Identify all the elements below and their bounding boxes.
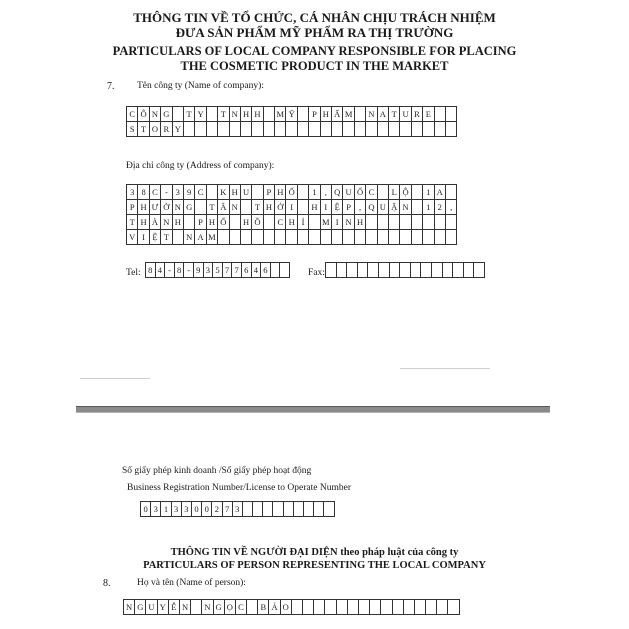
char-box[interactable]: N xyxy=(342,214,354,230)
char-box[interactable]: 3 xyxy=(203,262,214,278)
char-box[interactable]: Q xyxy=(331,184,343,200)
char-box[interactable]: G xyxy=(134,599,146,615)
title-vn-line2: ĐƯA SẢN PHẨM MỸ PHẨM RA THỊ TRƯỜNG xyxy=(175,25,454,40)
char-box[interactable]: C xyxy=(149,184,161,200)
char-box[interactable]: I xyxy=(137,229,149,245)
char-box[interactable]: G xyxy=(213,599,225,615)
grid-row xyxy=(140,501,335,517)
char-box[interactable]: Ậ xyxy=(388,199,400,215)
char-box[interactable]: 3 xyxy=(181,501,192,517)
char-box[interactable]: C xyxy=(274,214,286,230)
char-box[interactable]: 3 xyxy=(232,501,243,517)
char-box[interactable]: 1 xyxy=(422,184,434,200)
char-box[interactable]: 3 xyxy=(172,184,184,200)
char-box[interactable]: G xyxy=(183,199,195,215)
person-name-grid[interactable] xyxy=(123,599,460,615)
char-box[interactable]: 7 xyxy=(222,262,233,278)
char-box[interactable]: N xyxy=(179,599,191,615)
char-box[interactable]: H xyxy=(137,214,149,230)
char-box[interactable] xyxy=(447,599,459,615)
char-box[interactable]: T xyxy=(388,106,400,122)
char-box[interactable]: N xyxy=(183,229,195,245)
char-box[interactable]: 4 xyxy=(155,262,166,278)
grid-row xyxy=(325,262,485,278)
char-box[interactable]: 9 xyxy=(193,262,204,278)
char-box[interactable]: B xyxy=(257,599,269,615)
char-box[interactable]: E xyxy=(422,106,434,122)
char-box[interactable]: U xyxy=(342,184,354,200)
char-box[interactable]: 1 xyxy=(422,199,434,215)
char-box[interactable]: 9 xyxy=(183,184,195,200)
char-box[interactable]: C xyxy=(194,184,206,200)
char-box[interactable]: N xyxy=(160,214,172,230)
char-box[interactable]: O xyxy=(149,121,161,137)
char-box[interactable]: N xyxy=(229,106,241,122)
char-box[interactable] xyxy=(473,262,485,278)
char-box[interactable]: Y xyxy=(157,599,169,615)
scan-speck xyxy=(400,368,490,369)
char-box[interactable]: Ẩ xyxy=(331,106,343,122)
char-box[interactable]: 2 xyxy=(211,501,222,517)
person-name-label: Họ và tên (Name of person): xyxy=(137,578,246,588)
char-box[interactable]: 7 xyxy=(231,262,242,278)
char-box[interactable]: P xyxy=(194,214,206,230)
char-box[interactable]: P xyxy=(308,106,320,122)
title-en-line1: PARTICULARS OF LOCAL COMPANY RESPONSIBLE FOR PLACING xyxy=(112,44,517,58)
char-box[interactable]: H xyxy=(240,106,252,122)
section-number-8: 8. xyxy=(103,578,111,589)
char-box[interactable]: P xyxy=(342,199,354,215)
char-box[interactable]: H xyxy=(172,214,184,230)
char-box[interactable]: H xyxy=(308,199,320,215)
char-box[interactable]: Â xyxy=(217,199,229,215)
company-name-grid[interactable] xyxy=(126,106,457,137)
char-box[interactable]: 0 xyxy=(201,501,212,517)
char-box[interactable]: 3 xyxy=(126,184,138,200)
char-box[interactable]: Ồ xyxy=(251,214,263,230)
grid-row xyxy=(126,199,457,215)
char-box[interactable]: T xyxy=(137,121,149,137)
char-box[interactable]: O xyxy=(280,599,292,615)
char-box[interactable]: P xyxy=(263,184,275,200)
char-box[interactable]: M xyxy=(274,106,286,122)
title-en-line2: THE COSMETIC PRODUCT IN THE MARKET xyxy=(180,59,449,73)
title-vn-line1: THÔNG TIN VỀ TỔ CHỨC, CÁ NHÂN CHỊU TRÁCH NHIỆM xyxy=(133,10,496,25)
char-box[interactable]: G xyxy=(160,106,172,122)
grid-row xyxy=(126,229,457,245)
grid-row xyxy=(126,106,457,122)
char-box[interactable]: Ả xyxy=(268,599,280,615)
char-box[interactable]: N xyxy=(365,106,377,122)
char-box[interactable]: - xyxy=(160,184,172,200)
char-box[interactable]: U xyxy=(145,599,157,615)
grid-row xyxy=(126,214,457,230)
char-box[interactable]: T xyxy=(126,214,138,230)
char-box[interactable]: H xyxy=(229,184,241,200)
char-box[interactable]: S xyxy=(126,121,138,137)
char-box[interactable]: N xyxy=(149,106,161,122)
char-box[interactable]: Ố xyxy=(217,214,229,230)
address-grid[interactable] xyxy=(126,184,457,245)
char-box[interactable]: Ộ xyxy=(399,184,411,200)
char-box[interactable]: N xyxy=(229,199,241,215)
char-box[interactable]: T xyxy=(251,199,263,215)
char-box[interactable]: R xyxy=(411,106,423,122)
char-box[interactable]: Ư xyxy=(149,199,161,215)
char-box[interactable]: M xyxy=(342,106,354,122)
char-box[interactable]: U xyxy=(240,184,252,200)
char-box[interactable]: - xyxy=(183,262,194,278)
page-separator xyxy=(76,406,550,413)
char-box[interactable]: 5 xyxy=(212,262,223,278)
char-box[interactable]: H xyxy=(240,214,252,230)
char-box[interactable]: , xyxy=(320,184,332,200)
license-label-en: Business Registration Number/License to Operate Number xyxy=(127,483,351,493)
char-box[interactable]: N xyxy=(399,199,411,215)
char-box[interactable]: Ờ xyxy=(160,199,172,215)
scan-speck xyxy=(80,378,150,379)
char-box[interactable]: A xyxy=(377,106,389,122)
char-box[interactable]: Q xyxy=(365,199,377,215)
char-box[interactable]: 6 xyxy=(241,262,252,278)
company-name-label: Tên công ty (Name of company): xyxy=(137,81,264,91)
char-box[interactable]: Ô xyxy=(137,106,149,122)
char-box[interactable]: P xyxy=(126,199,138,215)
char-box[interactable]: 2 xyxy=(434,199,446,215)
char-box[interactable] xyxy=(445,106,457,122)
char-box[interactable] xyxy=(445,121,457,137)
grid-row xyxy=(145,262,290,278)
char-box[interactable]: À xyxy=(149,214,161,230)
char-box[interactable]: L xyxy=(388,184,400,200)
char-box[interactable]: T xyxy=(217,106,229,122)
char-box[interactable]: 0 xyxy=(140,501,151,517)
char-box[interactable]: Ỹ xyxy=(285,106,297,122)
char-box[interactable]: Ọ xyxy=(224,599,236,615)
char-box[interactable]: H xyxy=(251,106,263,122)
char-box[interactable]: , xyxy=(445,199,457,215)
char-box[interactable]: C xyxy=(126,106,138,122)
char-box[interactable]: 1 xyxy=(160,501,171,517)
char-box[interactable]: - xyxy=(164,262,175,278)
char-box[interactable] xyxy=(445,229,457,245)
char-box[interactable]: 6 xyxy=(260,262,271,278)
char-box[interactable]: A xyxy=(434,184,446,200)
char-box[interactable]: T xyxy=(183,106,195,122)
char-box[interactable]: 4 xyxy=(251,262,262,278)
char-box[interactable]: R xyxy=(160,121,172,137)
char-box[interactable]: I xyxy=(320,199,332,215)
address-label: Địa chỉ công ty (Address of company): xyxy=(126,161,275,171)
char-box[interactable]: 8 xyxy=(174,262,185,278)
char-box[interactable]: U xyxy=(399,106,411,122)
char-box[interactable]: Ố xyxy=(285,184,297,200)
license-grid[interactable] xyxy=(140,501,335,517)
char-box[interactable]: , xyxy=(354,199,366,215)
char-box[interactable]: Ố xyxy=(354,184,366,200)
representative-title-en: PARTICULARS OF PERSON REPRESENTING THE LOCAL COMPANY xyxy=(143,560,486,571)
char-box[interactable]: H xyxy=(206,214,218,230)
char-box[interactable] xyxy=(445,184,457,200)
char-box[interactable]: T xyxy=(206,199,218,215)
char-box[interactable]: H xyxy=(263,199,275,215)
section-number-7: 7. xyxy=(107,81,115,92)
char-box[interactable]: T xyxy=(160,229,172,245)
tel-grid[interactable] xyxy=(145,262,290,278)
representative-title-vn: THÔNG TIN VỀ NGƯỜI ĐẠI DIỆN theo pháp luật của công ty xyxy=(170,547,459,558)
char-box[interactable]: N xyxy=(201,599,213,615)
char-box[interactable]: M xyxy=(320,214,332,230)
char-box[interactable]: Ệ xyxy=(331,199,343,215)
char-box[interactable]: K xyxy=(217,184,229,200)
tel-label: Tel: xyxy=(126,268,141,278)
char-box[interactable] xyxy=(279,262,290,278)
char-box[interactable]: H xyxy=(285,214,297,230)
char-box[interactable] xyxy=(323,501,334,517)
grid-row xyxy=(123,599,460,615)
grid-row xyxy=(126,121,457,137)
char-box[interactable] xyxy=(445,214,457,230)
fax-grid[interactable] xyxy=(325,262,485,278)
char-box[interactable]: M xyxy=(206,229,218,245)
char-box[interactable]: I xyxy=(331,214,343,230)
char-box[interactable]: Y xyxy=(194,106,206,122)
char-box[interactable]: Í xyxy=(297,214,309,230)
char-box[interactable]: Ễ xyxy=(168,599,180,615)
char-box[interactable]: 7 xyxy=(222,501,233,517)
char-box[interactable]: 0 xyxy=(191,501,202,517)
char-box[interactable]: V xyxy=(126,229,138,245)
char-box[interactable]: 3 xyxy=(171,501,182,517)
char-box[interactable]: Ệ xyxy=(149,229,161,245)
char-box[interactable]: 8 xyxy=(145,262,156,278)
license-label-vn: Số giấy phép kinh doanh /Số giấy phép hoạt động xyxy=(122,466,312,476)
char-box[interactable]: C xyxy=(235,599,247,615)
char-box[interactable]: I xyxy=(285,199,297,215)
char-box[interactable]: H xyxy=(320,106,332,122)
char-box[interactable]: U xyxy=(377,199,389,215)
char-box[interactable]: Y xyxy=(172,121,184,137)
char-box[interactable]: 8 xyxy=(137,184,149,200)
char-box[interactable]: H xyxy=(137,199,149,215)
char-box[interactable]: A xyxy=(194,229,206,245)
fax-label: Fax: xyxy=(308,268,325,278)
char-box[interactable]: 1 xyxy=(308,184,320,200)
char-box[interactable]: Ớ xyxy=(274,199,286,215)
char-box[interactable]: H xyxy=(274,184,286,200)
char-box[interactable]: H xyxy=(354,214,366,230)
char-box[interactable]: C xyxy=(365,184,377,200)
char-box[interactable]: N xyxy=(123,599,135,615)
grid-row xyxy=(126,184,457,200)
char-box[interactable]: N xyxy=(172,199,184,215)
char-box[interactable]: 3 xyxy=(150,501,161,517)
